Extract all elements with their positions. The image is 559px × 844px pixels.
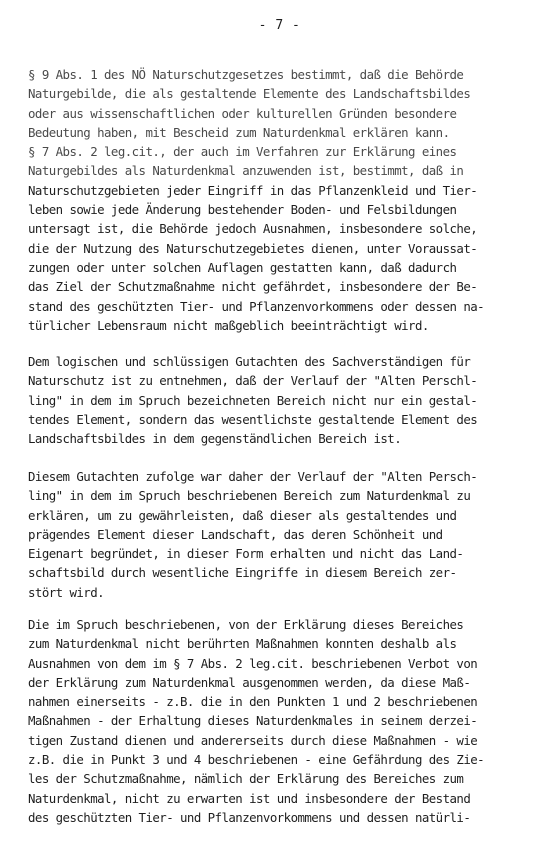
text-line: Ausnahmen von dem im § 7 Abs. 2 leg.cit. beschriebenen Verbot von	[28, 655, 478, 671]
text-line: Naturgebilde, die als gestaltende Elemente des Landschaftsbildes	[28, 86, 471, 102]
text-line: Landschaftsbildes in dem gegenständlichen Bereich ist.	[28, 431, 402, 447]
text-line: les der Schutzmaßnahme, nämlich der Erklärung des Bereiches zum	[28, 771, 464, 787]
text-line: leben sowie jede Änderung bestehender Boden- und Felsbildungen	[28, 202, 457, 218]
text-line: ling" in dem im Spruch bezeichneten Bereich nicht nur ein gestal-	[28, 392, 478, 408]
text-line: Eigenart begründet, in dieser Form erhalten und nicht das Land-	[28, 546, 464, 562]
text-line: prägendes Element dieser Landschaft, das deren Schönheit und	[28, 526, 443, 542]
text-line: Naturschutz ist zu entnehmen, daß der Verlauf der "Alten Perschl-	[28, 373, 478, 389]
text-line: zum Naturdenkmal nicht berührten Maßnahmen konnten deshalb als	[28, 636, 457, 652]
text-line: stört wird.	[28, 584, 105, 600]
text-line: Diesem Gutachten zufolge war daher der Verlauf der "Alten Persch-	[28, 469, 478, 484]
text-line: Naturgebildes als Naturdenkmal anzuwenden ist, bestimmt, daß in	[28, 163, 464, 179]
text-line: nahmen einerseits - z.B. die in den Punkten 1 und 2 beschriebenen	[28, 694, 478, 710]
text-line: die der Nutzung des Naturschutzegebietes dienen, unter Voraussat-	[28, 240, 478, 256]
text-line: z.B. die in Punkt 3 und 4 beschriebenen - eine Gefährdung des Zie-	[28, 752, 485, 768]
text-line: stand des geschützten Tier- und Pflanzenvorkommens oder dessen na-	[28, 298, 485, 314]
text-line: Naturdenkmal, nicht zu erwarten ist und insbesondere der Bestand	[28, 790, 471, 806]
text-line: Die im Spruch beschriebenen, von der Erklärung dieses Bereiches	[28, 617, 464, 632]
text-line: oder aus wissenschaftlichen oder kulturellen Gründen besondere	[28, 105, 457, 121]
paragraph-legal-basis	[28, 65, 548, 335]
text-line: des geschützten Tier- und Pflanzenvorkommens und dessen natürli-	[28, 809, 471, 825]
text-line: zungen oder unter solchen Auflagen gestatten kann, daß dadurch	[28, 259, 457, 275]
text-line: das Ziel der Schutzmaßnahme nicht gefährdet, insbesondere der Be-	[28, 279, 478, 295]
text-line: tendes Element, sondern das wesentlichste gestaltende Element des	[28, 411, 478, 427]
text-line: § 9 Abs. 1 des NÖ Naturschutzgesetzes bestimmt, daß die Behörde	[28, 67, 464, 82]
paragraph-exceptions	[28, 615, 548, 827]
paragraph-expert-opinion	[28, 352, 548, 448]
text-line: türlicher Lebensraum nicht maßgeblich beeinträchtigt wird.	[28, 317, 429, 333]
text-line: schaftsbild durch wesentliche Eingriffe in diesem Bereich zer-	[28, 565, 457, 581]
text-line: erklären, um zu gewährleisten, daß dieser als gestaltendes und	[28, 507, 457, 523]
text-line: tigen Zustand dienen und andererseits durch diese Maßnahmen - wie	[28, 732, 478, 748]
text-line: Bedeutung haben, mit Bescheid zum Naturdenkmal erklären kann.	[28, 124, 450, 140]
text-line: Maßnahmen - der Erhaltung dieses Naturdenkmales in seinem derzei-	[28, 713, 478, 729]
text-line: ling" in dem im Spruch beschriebenen Bereich zum Naturdenkmal zu	[28, 488, 471, 504]
paragraph-declaration-reason	[28, 467, 548, 602]
text-line: Dem logischen und schlüssigen Gutachten des Sachverständigen für	[28, 354, 471, 369]
page-number: - 7 -	[258, 18, 301, 33]
text-line: Naturschutzgebieten jeder Eingriff in das Pflanzenkleid und Tier-	[28, 182, 478, 198]
text-line: § 7 Abs. 2 leg.cit., der auch im Verfahren zur Erklärung eines	[28, 144, 457, 160]
text-line: der Erklärung zum Naturdenkmal ausgenommen werden, da diese Maß-	[28, 674, 471, 690]
text-line: untersagt ist, die Behörde jedoch Ausnahmen, insbesondere solche,	[28, 221, 478, 237]
